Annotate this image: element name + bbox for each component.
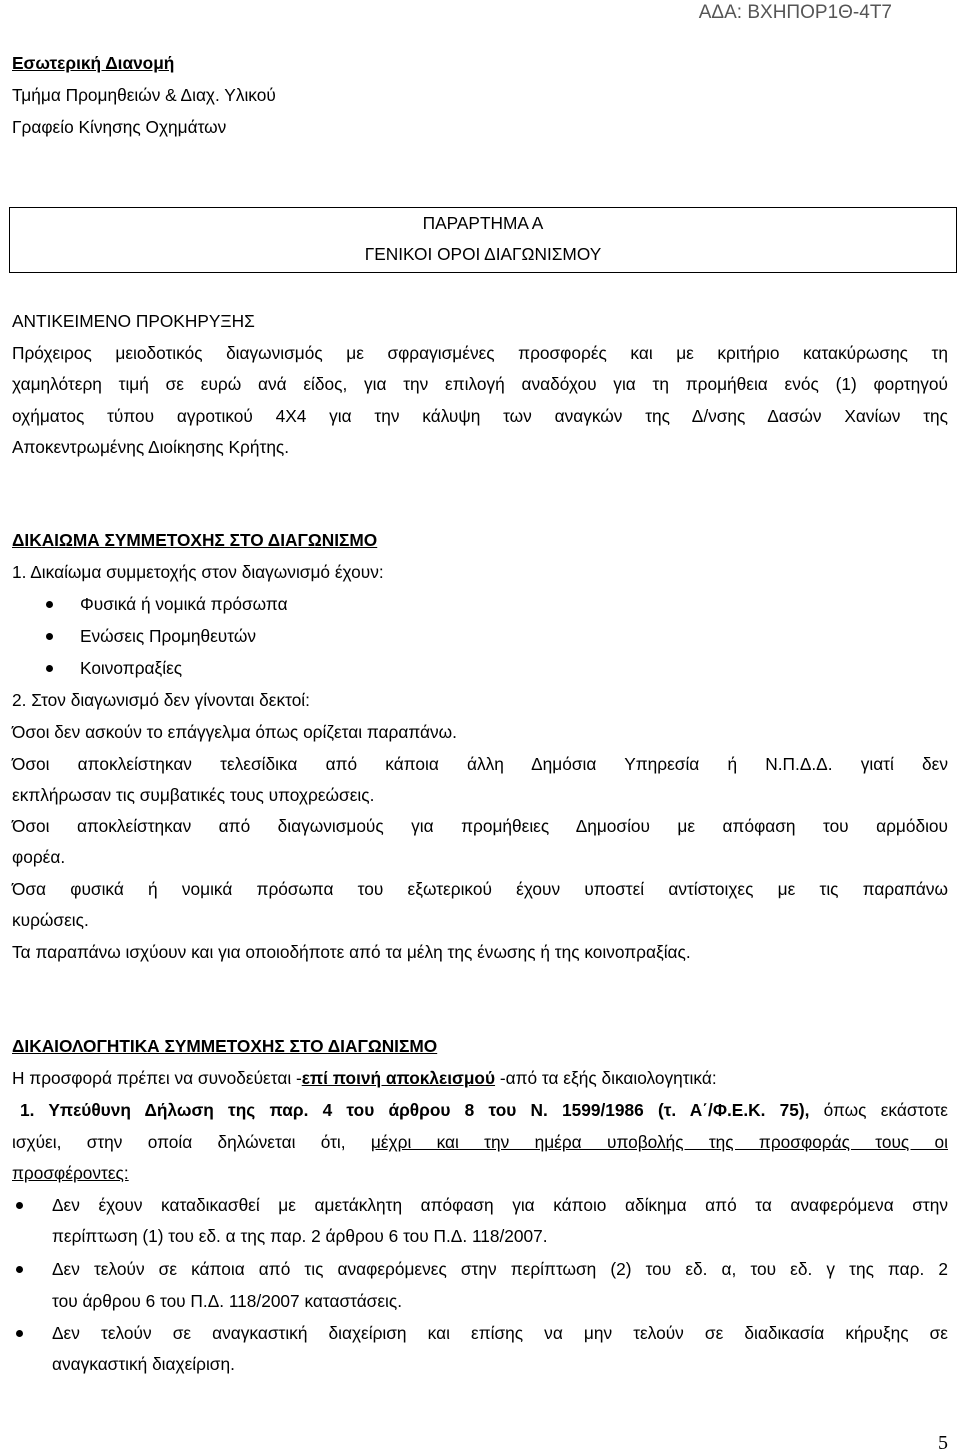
distribution-line: Γραφείο Κίνησης Οχημάτων bbox=[12, 117, 227, 137]
page-number: 5 bbox=[938, 1432, 948, 1454]
bullet-icon bbox=[16, 1266, 23, 1273]
participation-heading: ΔΙΚΑΙΩΜΑ ΣΥΜΜΕΤΟΧΗΣ ΣΤΟ ΔΙΑΓΩΝΙΣΜΟ bbox=[12, 530, 378, 550]
documents-item-1-line: ισχύει, στην οποία δηλώνεται ότι, μέχρι και την ημέρα υποβολής της προσφοράς τους οι bbox=[12, 1132, 948, 1152]
exclusion-line: κυρώσεις. bbox=[12, 910, 89, 930]
subject-heading: ΑΝΤΙΚΕΙΜΕΝΟ ΠΡΟΚΗΡΥΞΗΣ bbox=[12, 311, 255, 331]
ada-code: ΑΔΑ: ΒΧΗΠΟΡ1Θ-4Τ7 bbox=[698, 2, 892, 23]
documents-item-1-line: προσφέροντες: bbox=[12, 1163, 129, 1183]
exclusion-line: Όσοι αποκλείστηκαν τελεσίδικα από κάποια άλλη Δημόσια Υπηρεσία ή Ν.Π.Δ.Δ. γιατί δεν bbox=[12, 754, 948, 774]
subject-line: οχήματος τύπου αγροτικού 4Χ4 για την κάλυψη των αναγκών της Δ/νσης Δασών Χανίων της bbox=[12, 406, 948, 426]
bullet-icon bbox=[46, 665, 53, 672]
bullet-icon bbox=[16, 1330, 23, 1337]
declaration-bullet: Δεν έχουν καταδικασθεί με αμετάκλητη απόφαση για κάποιο αδίκημα από τα αναφερόμενα στην bbox=[16, 1190, 948, 1222]
exclusion-line: Τα παραπάνω ισχύουν και για οποιοδήποτε από τα μέλη της ένωσης ή της κοινοπραξίας. bbox=[12, 942, 691, 962]
declaration-bullet-line: περίπτωση (1) του εδ. α της παρ. 2 άρθρου 6 του Π.Δ. 118/2007. bbox=[52, 1226, 548, 1246]
documents-heading: ΔΙΚΑΙΟΛΟΓΗΤΙΚΑ ΣΥΜΜΕΤΟΧΗΣ ΣΤΟ ΔΙΑΓΩΝΙΣΜΟ bbox=[12, 1036, 438, 1056]
exclusion-line: εκπλήρωσαν τις συμβατικές τους υποχρεώσεις. bbox=[12, 785, 375, 805]
participation-item-1: 1. Δικαίωμα συμμετοχής στον διαγωνισμό έχουν: bbox=[12, 562, 384, 582]
participation-bullet: Ενώσεις Προμηθευτών bbox=[46, 621, 256, 653]
distribution-title: Εσωτερική Διανομή bbox=[12, 53, 175, 73]
exclusion-line: φορέα. bbox=[12, 847, 66, 867]
documents-item-1: 1. Υπεύθυνη Δήλωση της παρ. 4 του άρθρου 8 του Ν. 1599/1986 (τ. Α΄/Φ.Ε.Κ. 75), όπως εκάστοτε bbox=[20, 1100, 948, 1120]
exclusion-line: Όσα φυσικά ή νομικά πρόσωπα του εξωτερικού έχουν υποστεί αντίστοιχες με τις παραπάνω bbox=[12, 879, 948, 899]
bullet-icon bbox=[46, 601, 53, 608]
documents-intro: Η προσφορά πρέπει να συνοδεύεται -επί ποινή αποκλεισμού -από τα εξής δικαιολογητικά: bbox=[12, 1068, 717, 1088]
participation-bullet: Κοινοπραξίες bbox=[46, 653, 182, 685]
distribution-line: Τμήμα Προμηθειών & Διαχ. Υλικού bbox=[12, 85, 276, 105]
bullet-icon bbox=[16, 1202, 23, 1209]
annex-subtitle: ΓΕΝΙΚΟΙ ΟΡΟΙ ΔΙΑΓΩΝΙΣΜΟΥ bbox=[364, 244, 602, 264]
subject-line: χαμηλότερη τιμή σε ευρώ ανά είδος, για την επιλογή αναδόχου για τη προμήθεια ενός (1) φορτηγού bbox=[12, 374, 948, 394]
declaration-bullet-line: αναγκαστική διαχείριση. bbox=[52, 1354, 235, 1374]
subject-line: Πρόχειρος μειοδοτικός διαγωνισμός με σφραγισμένες προσφορές και με κριτήριο κατακύρωσης τη bbox=[12, 343, 948, 363]
declaration-bullet-line: του άρθρου 6 του Π.Δ. 118/2007 καταστάσεις. bbox=[52, 1291, 403, 1311]
annex-title: ΠΑΡΑΡΤΗΜΑ Α bbox=[422, 213, 544, 233]
participation-item-2: 2. Στον διαγωνισμό δεν γίνονται δεκτοί: bbox=[12, 690, 310, 710]
participation-bullet: Φυσικά ή νομικά πρόσωπα bbox=[46, 589, 288, 621]
declaration-bullet: Δεν τελούν σε κάποια από τις αναφερόμενες στην περίπτωση (2) του εδ. α, του εδ. γ της παρ. 2 bbox=[16, 1254, 948, 1286]
declaration-bullet: Δεν τελούν σε αναγκαστική διαχείριση και επίσης να μην τελούν σε διαδικασία κήρυξης σε bbox=[16, 1318, 948, 1350]
subject-line: Αποκεντρωμένης Διοίκησης Κρήτης. bbox=[12, 437, 290, 457]
exclusion-line: Όσοι αποκλείστηκαν από διαγωνισμούς για προμήθειες Δημοσίου με απόφαση του αρμόδιου bbox=[12, 816, 948, 836]
annex-box bbox=[9, 207, 957, 273]
bullet-icon bbox=[46, 633, 53, 640]
exclusion-line: Όσοι δεν ασκούν το επάγγελμα όπως ορίζεται παραπάνω. bbox=[12, 722, 457, 742]
penalty-emphasis: επί ποινή αποκλεισμού bbox=[301, 1068, 496, 1088]
